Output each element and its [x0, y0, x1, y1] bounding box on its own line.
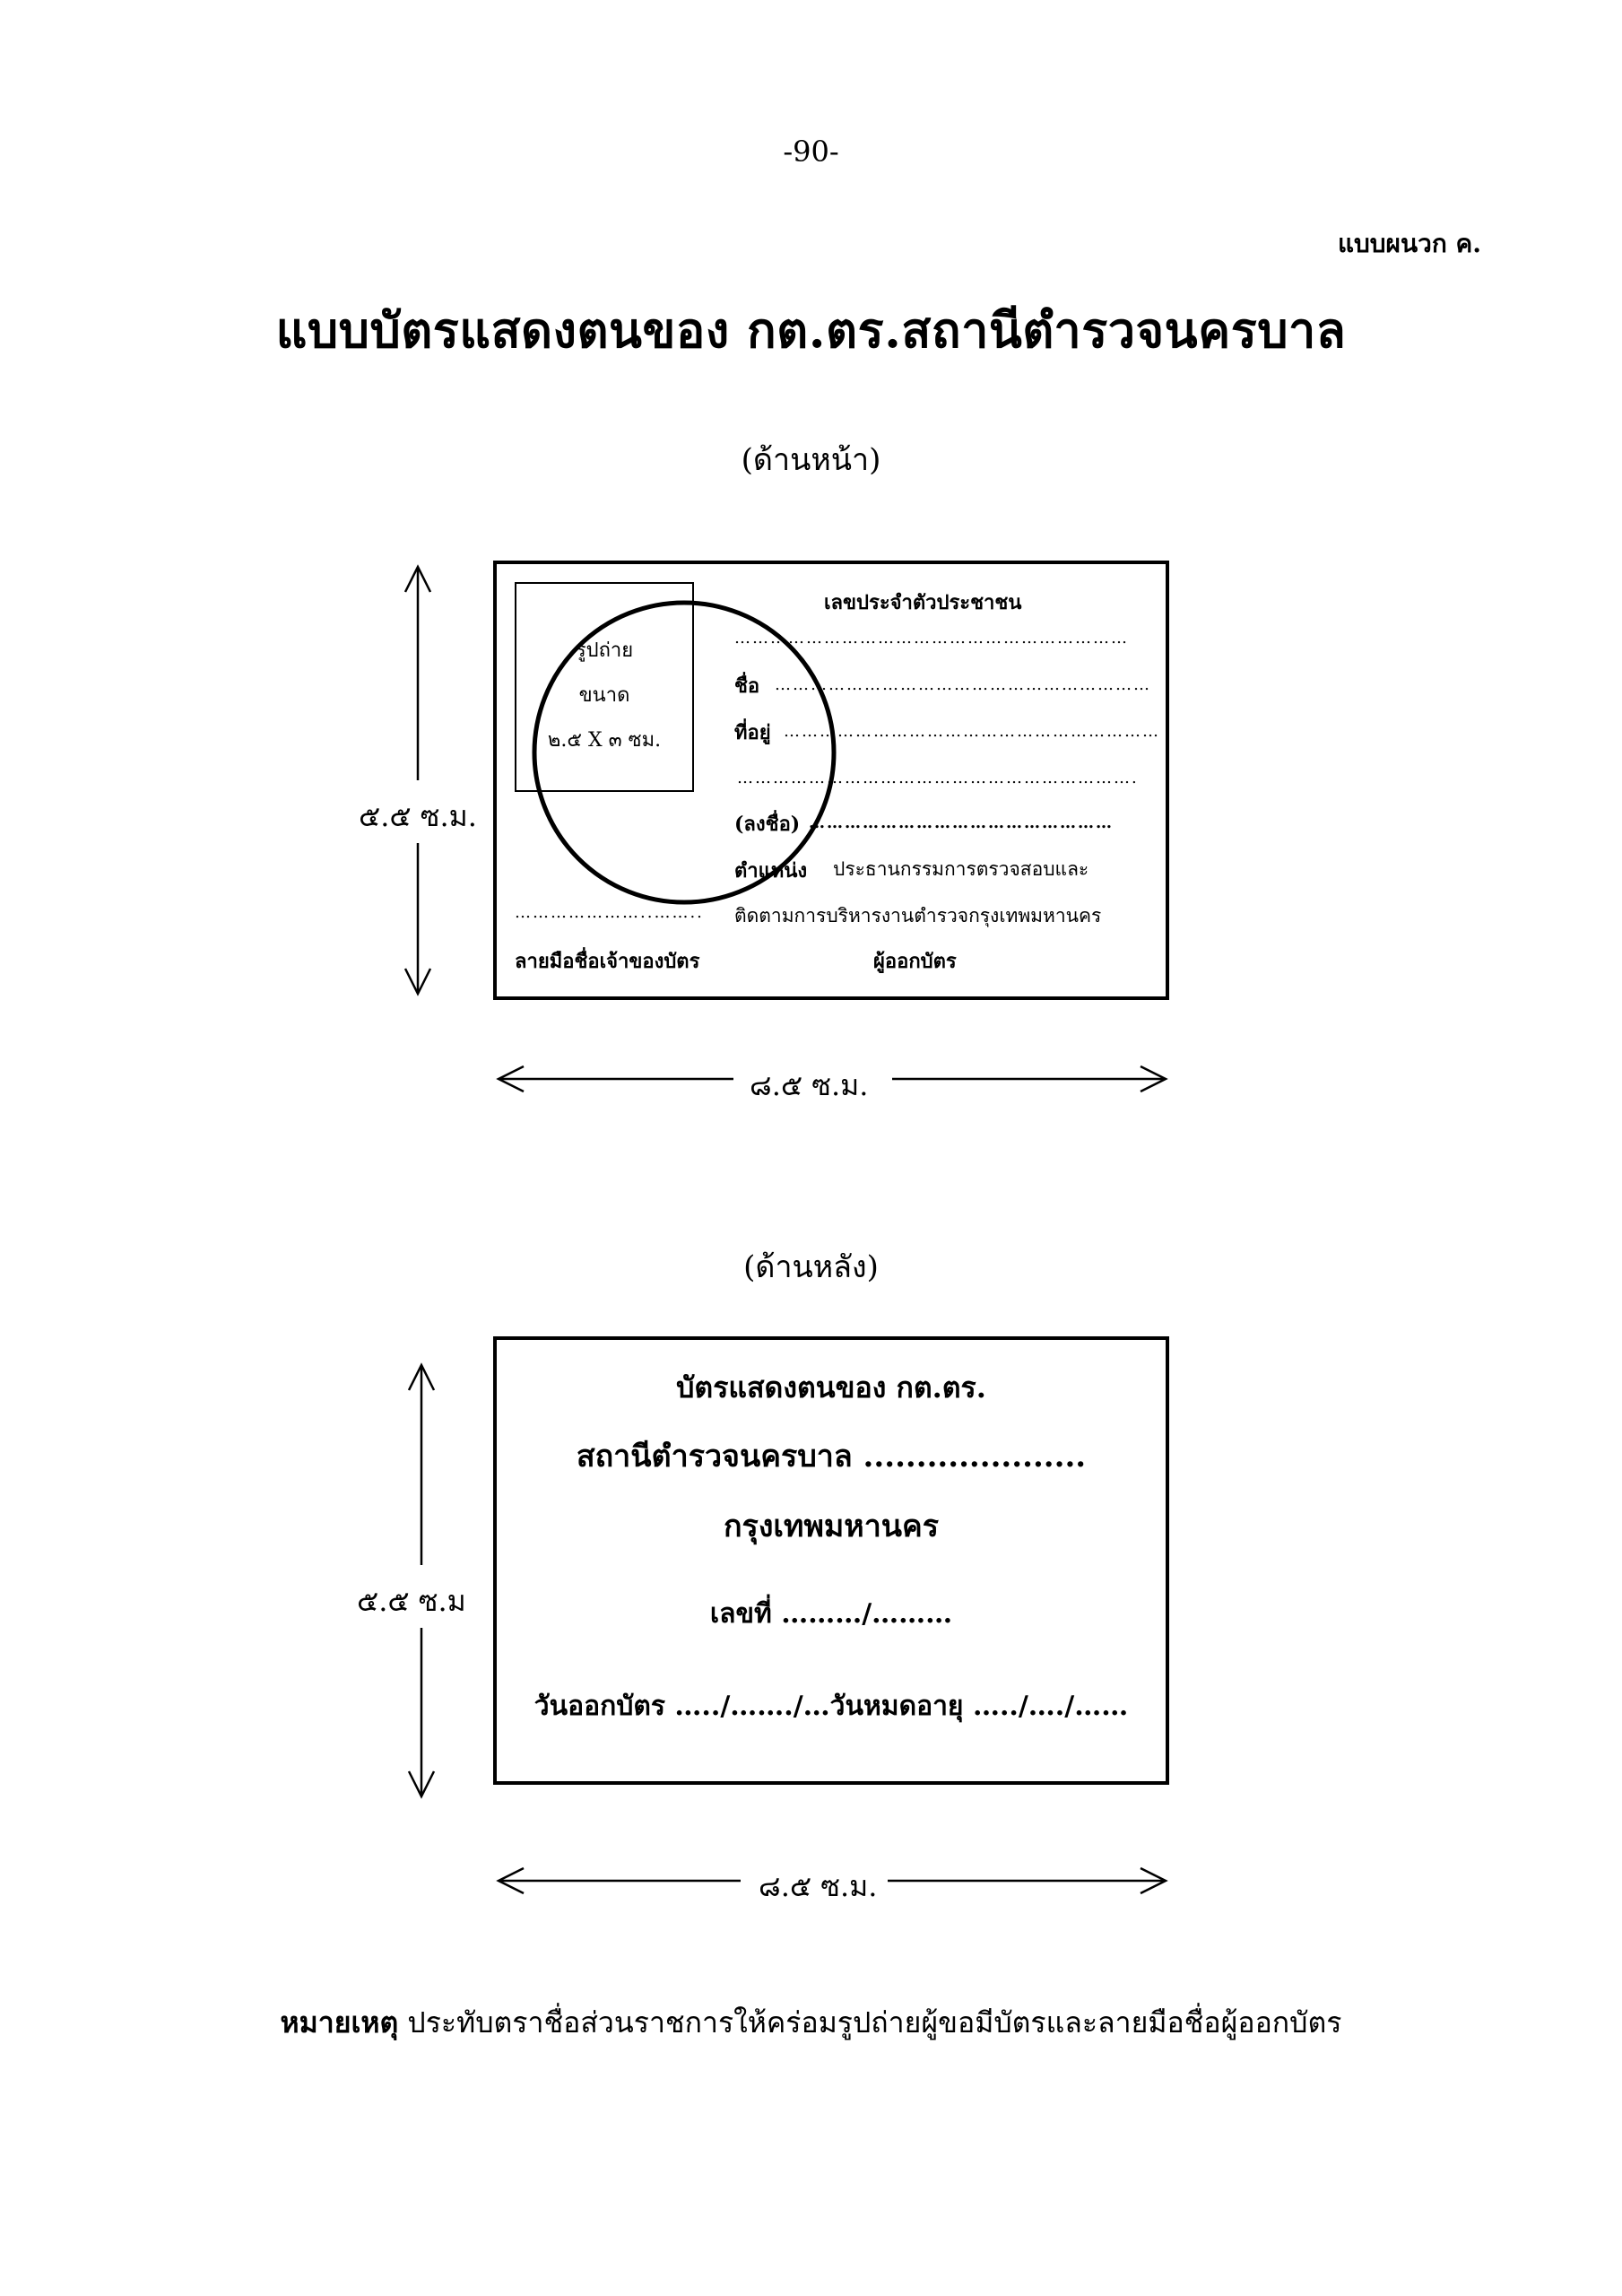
page-number: -90- — [783, 135, 839, 169]
back-station-line: สถานีตำรวจนครบาล ..................... — [576, 1439, 1087, 1474]
address-dots-2: …………………………………………………………. — [737, 769, 1139, 787]
address-dots: ……………………………………………………… — [784, 722, 1160, 741]
front-height-arrow — [405, 567, 430, 994]
photo-label: รูปถ่าย — [575, 639, 634, 662]
signature-dots: …………………………………………… — [809, 813, 1114, 832]
back-side-label: (ด้านหลัง) — [743, 1249, 879, 1285]
footnote-label: หมายเหตุ — [280, 2005, 399, 2039]
footnote-text: ประทับตราชื่อส่วนราชการให้คร่อมรูปถ่ายผู้ขอมีบัตรและลายมือชื่อผู้ออกบัตร — [407, 2005, 1342, 2039]
address-label: ที่อยู่ — [734, 721, 771, 744]
front-card — [493, 561, 1169, 1000]
appendix-label: แบบผนวก ค. — [1337, 229, 1481, 258]
front-height-label: ๕.๕ ซ.ม. — [359, 794, 477, 839]
position-value-1: ประธานกรรมการตรวจสอบและ — [833, 858, 1089, 880]
holder-signature-dots: …………………..…….. — [515, 903, 704, 922]
back-card — [493, 1336, 1169, 1785]
position-label: ตำแหน่ง — [734, 859, 808, 883]
position-value-2: ติดตามการบริหารงานตำรวจกรุงเทพมหานคร — [734, 905, 1102, 926]
issuer-label: ผู้ออกบัตร — [873, 950, 957, 973]
front-width-label: ๘.๕ ซ.ม. — [750, 1063, 868, 1109]
photo-size-value: ๒.๕ X ๓ ซม. — [547, 729, 662, 752]
back-number-line: เลขที่ ………/……… — [709, 1598, 953, 1630]
id-number-label: เลขประจำตัวประชาชน — [824, 591, 1022, 614]
back-height-label: ๕.๕ ซ.ม — [357, 1578, 466, 1624]
back-city-line: กรุงเทพมหานคร — [723, 1509, 940, 1544]
name-label: ชื่อ — [734, 674, 760, 698]
back-card-title: บัตรแสดงตนของ กต.ตร. — [676, 1370, 986, 1405]
footnote — [0, 2000, 1622, 2046]
back-width-label: ๘.๕ ซ.ม. — [759, 1864, 877, 1909]
front-side-label: (ด้านหน้า) — [741, 442, 881, 478]
signature-label: (ลงชื่อ) — [734, 813, 801, 836]
id-number-dots: ………………………………………………………… — [734, 629, 1129, 648]
page-title: แบบบัตรแสดงตนของ กต.ตร.สถานีตำรวจนครบาล — [275, 301, 1347, 359]
back-date-line: วันออกบัตร …../……./…วันหมดอายุ …../…./…… — [533, 1691, 1129, 1722]
photo-size-label: ขนาด — [578, 684, 630, 707]
holder-signature-label: ลายมือชื่อเจ้าของบัตร — [515, 950, 700, 973]
name-dots: ……………………………………………………… — [775, 675, 1151, 694]
